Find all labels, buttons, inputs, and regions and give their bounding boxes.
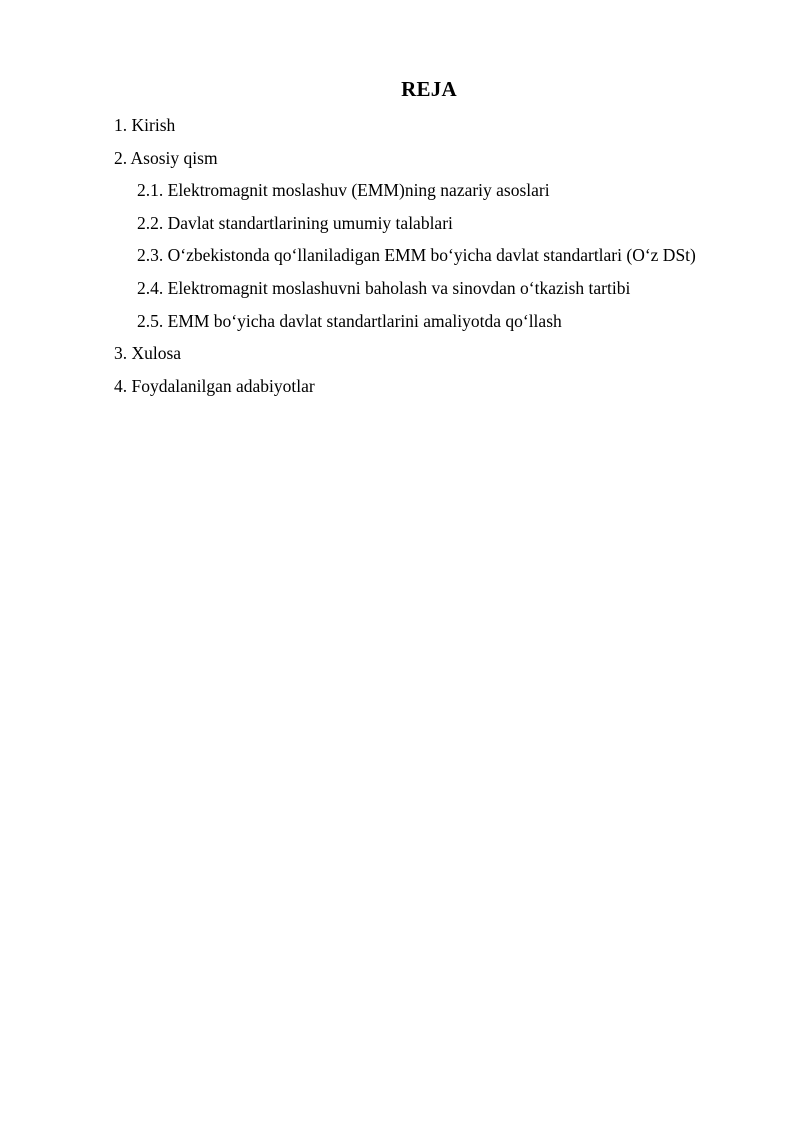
toc-subitem-2-4: 2.4. Elektromagnit moslashuvni baholash va sinovdan o‘tkazish tartibi <box>137 277 631 298</box>
toc-subitem-2-1: 2.1. Elektromagnit moslashuv (EMM)ning nazariy asoslari <box>137 180 550 201</box>
toc-item-xulosa: 3. Xulosa <box>114 343 182 364</box>
toc-item-kirish: 1. Kirish <box>114 115 176 135</box>
table-of-contents <box>0 113 800 406</box>
toc-subitem-2-2: 2.2. Davlat standartlarining umumiy talablari <box>137 212 453 233</box>
toc-item-asosiy-qism: 2. Asosiy qism <box>114 147 218 168</box>
page-title: REJA <box>401 77 457 101</box>
toc-item-adabiyotlar: 4. Foydalanilgan adabiyotlar <box>114 375 315 396</box>
toc-subitem-2-3: 2.3. O‘zbekistonda qo‘llaniladigan EMM bo‘yicha davlat standartlari (O‘z DSt) <box>137 245 696 266</box>
toc-subitem-2-5: 2.5. EMM bo‘yicha davlat standartlarini amaliyotda qo‘llash <box>137 310 562 331</box>
